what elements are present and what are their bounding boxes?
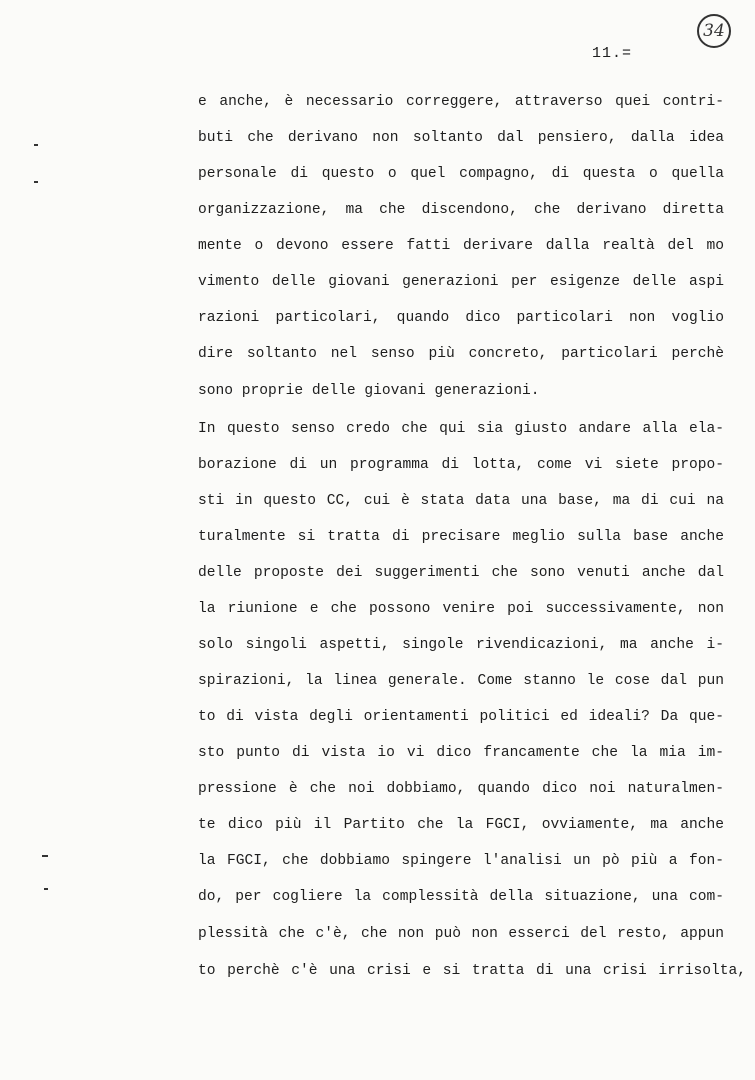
text-line: turalmente si tratta di precisare meglio sulla base anche [198,529,724,545]
text-line: sto punto di vista io vi dico francamente che la mia im- [198,745,724,761]
text-line: to perchè c'è una crisi e si tratta di una crisi irrisolta, [198,963,746,979]
text-line: la FGCI, che dobbiamo spingere l'analisi un pò più a fon- [198,853,724,869]
text-line: razioni particolari, quando dico particolari non voglio [198,310,724,326]
margin-mark [34,144,38,146]
text-line: organizzazione, ma che discendono, che derivano diretta [198,202,724,218]
text-line: sti in questo CC, cui è stata data una base, ma di cui na [198,493,724,509]
margin-mark [34,181,38,183]
margin-mark [42,855,48,857]
text-line: te dico più il Partito che la FGCI, ovviamente, ma anche [198,817,724,833]
archive-stamp: 34 [697,14,731,48]
text-line: do, per cogliere la complessità della situazione, una com- [198,889,724,905]
text-line: solo singoli aspetti, singole rivendicazioni, ma anche i- [198,637,724,653]
text-line: la riunione e che possono venire poi successivamente, non [198,601,724,617]
page-number: 11.= [592,45,633,62]
text-line: vimento delle giovani generazioni per esigenze delle aspi [198,274,724,290]
text-line: dire soltanto nel senso più concreto, particolari perchè [198,346,724,362]
text-line: pressione è che noi dobbiamo, quando dico noi naturalmen- [198,781,724,797]
text-line: mente o devono essere fatti derivare dalla realtà del mo [198,238,724,254]
text-line: e anche, è necessario correggere, attraverso quei contri- [198,94,724,110]
margin-mark [44,888,48,890]
text-line: buti che derivano non soltanto dal pensiero, dalla idea [198,130,724,146]
text-line: plessità che c'è, che non può non esserci del resto, appun [198,926,724,942]
text-line: delle proposte dei suggerimenti che sono venuti anche dal [198,565,724,581]
text-line: In questo senso credo che qui sia giusto andare alla ela- [198,421,724,437]
text-line: to di vista degli orientamenti politici ed ideali? Da que- [198,709,724,725]
text-line: sono proprie delle giovani generazioni. [198,383,540,399]
text-line: borazione di un programma di lotta, come vi siete propo- [198,457,724,473]
text-line: personale di questo o quel compagno, di questa o quella [198,166,724,182]
text-line: spirazioni, la linea generale. Come stanno le cose dal pun [198,673,724,689]
